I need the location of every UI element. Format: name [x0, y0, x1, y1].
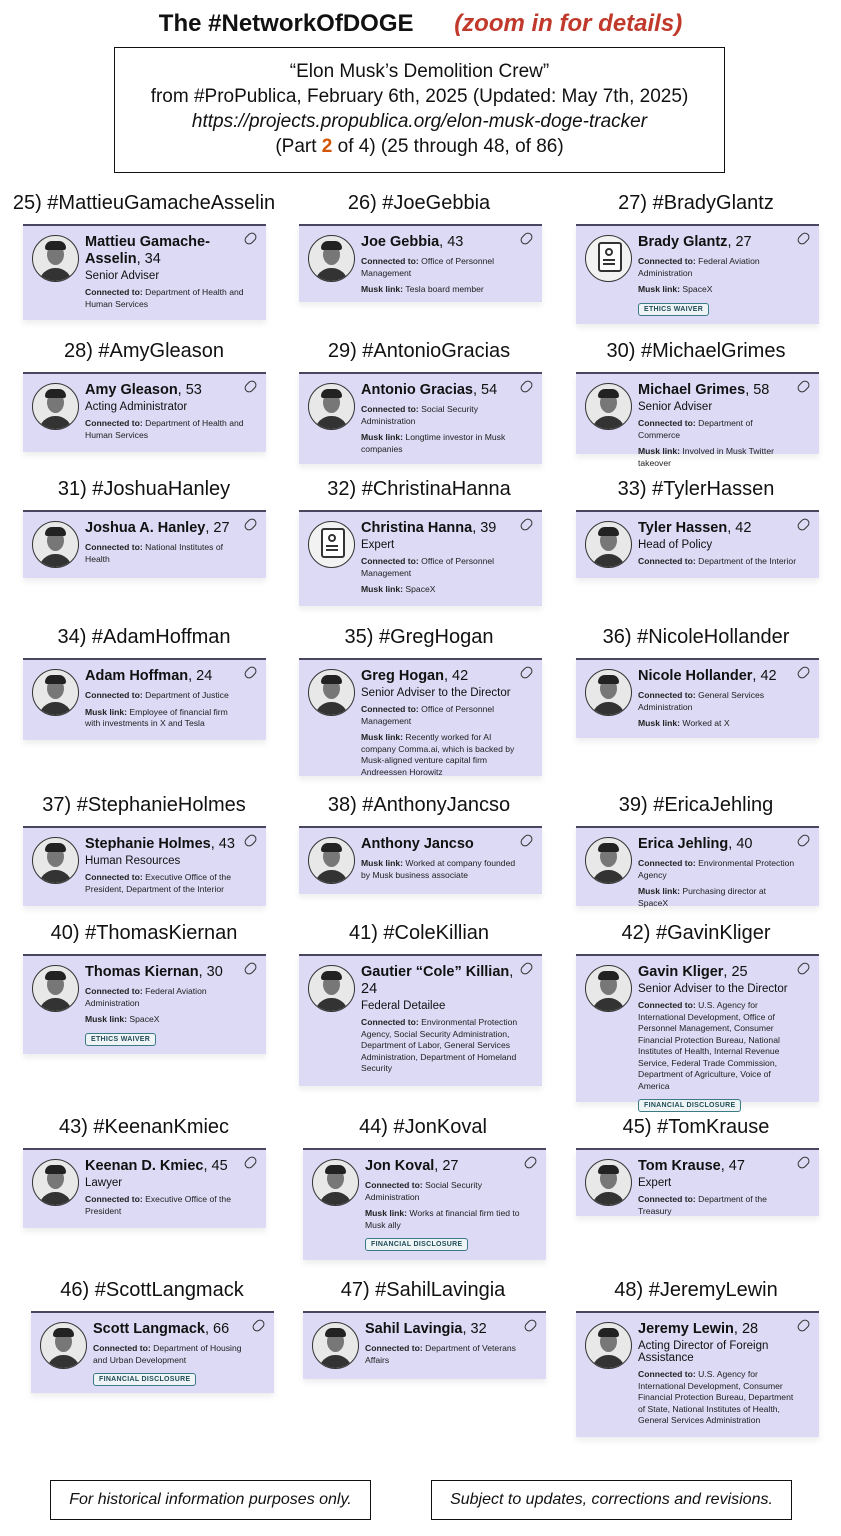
avatar — [308, 837, 355, 884]
connected-to: Connected to: Department of Health and Human Services — [85, 418, 244, 440]
part-suffix: of 4) (25 through 48, of 86) — [332, 136, 564, 157]
person-name: Amy Gleason, 53 — [85, 382, 202, 398]
person-name: Joe Gebbia, 43 — [361, 234, 464, 250]
link-icon[interactable] — [519, 379, 535, 395]
source-url[interactable]: https://projects.propublica.org/elon-musk-doge-tracker — [191, 111, 648, 132]
link-icon[interactable] — [796, 231, 812, 247]
person-card[interactable] — [31, 1311, 274, 1393]
person-card[interactable] — [23, 826, 266, 906]
disclosure-badge[interactable]: ETHICS WAIVER — [85, 1033, 156, 1046]
musk-link: Musk link: Recently worked for AI company Comma.ai, which is backed by Musk-aligned venture capital firm Andreessen Horowitz — [361, 732, 515, 777]
musk-link: Musk link: Purchasing director at SpaceX — [638, 886, 767, 908]
connected-to: Connected to: Environmental Protection Agency, Social Security Administration, Department of Labor, General Services Administration, Department of Homeland Security — [361, 1017, 518, 1073]
card-label: 45) #TomKrause — [622, 1116, 770, 1138]
connected-to: Connected to: Department of Housing and Urban Development — [93, 1343, 242, 1365]
person-card[interactable] — [576, 510, 819, 578]
avatar — [308, 383, 355, 430]
disclosure-badge[interactable]: ETHICS WAIVER — [638, 303, 709, 316]
person-card[interactable] — [299, 954, 542, 1086]
person-role: Acting Administrator — [85, 401, 188, 413]
avatar — [585, 669, 632, 716]
link-icon[interactable] — [243, 665, 259, 681]
source-box — [114, 47, 725, 173]
avatar — [32, 837, 79, 884]
footer-right: Subject to updates, corrections and revisions. — [431, 1480, 792, 1520]
person-name: Keenan D. Kmiec, 45 — [85, 1158, 228, 1174]
avatar — [585, 965, 632, 1012]
card-label: 36) #NicoleHollander — [602, 626, 790, 648]
card-label: 29) #AntonioGracias — [327, 340, 511, 362]
card-label: 37) #StephanieHolmes — [42, 794, 246, 816]
connected-to: Connected to: Environmental Protection Agency — [638, 858, 795, 880]
person-name: Antonio Gracias, 54 — [361, 382, 498, 398]
part-info — [115, 134, 724, 159]
person-name: Joshua A. Hanley, 27 — [85, 520, 230, 536]
musk-link: Musk link: Involved in Musk Twitter takeover — [638, 446, 774, 468]
link-icon[interactable] — [519, 833, 535, 849]
person-card[interactable] — [576, 658, 819, 738]
avatar — [32, 669, 79, 716]
connected-to: Connected to: Department of Veterans Affairs — [365, 1343, 516, 1365]
title-text: The #NetworkOfDOGE — [158, 10, 414, 37]
person-role: Acting Director of Foreign Assistance — [638, 1340, 769, 1364]
link-icon[interactable] — [523, 1155, 539, 1171]
person-name: Gavin Kliger, 25 — [638, 964, 748, 980]
connected-to: Connected to: Federal Aviation Administration — [85, 986, 207, 1008]
avatar — [32, 521, 79, 568]
link-icon[interactable] — [243, 379, 259, 395]
person-card[interactable] — [299, 224, 542, 302]
person-card[interactable] — [299, 826, 542, 894]
link-icon[interactable] — [796, 517, 812, 533]
connected-to: Connected to: Department of the Treasury — [638, 1194, 767, 1216]
person-name: Erica Jehling, 40 — [638, 836, 753, 852]
card-label: 47) #SahilLavingia — [340, 1279, 506, 1301]
person-name: Thomas Kiernan, 30 — [85, 964, 223, 980]
person-name: Jeremy Lewin, 28 — [638, 1321, 759, 1337]
card-label: 32) #ChristinaHanna — [327, 478, 511, 500]
person-name: Greg Hogan, 42 — [361, 668, 469, 684]
person-card[interactable] — [576, 1311, 819, 1437]
person-name: Mattieu Gamache-Asselin, 34 — [85, 234, 210, 267]
musk-link: Musk link: SpaceX — [85, 1014, 160, 1024]
link-icon[interactable] — [251, 1318, 267, 1334]
disclosure-badge[interactable]: FINANCIAL DISCLOSURE — [93, 1373, 196, 1386]
connected-to: Connected to: Social Security Administration — [361, 404, 478, 426]
part-number: 2 — [321, 136, 333, 157]
musk-link: Musk link: Worked at X — [638, 718, 730, 728]
avatar — [585, 1322, 632, 1369]
musk-link: Musk link: SpaceX — [638, 284, 713, 294]
avatar — [585, 837, 632, 884]
person-name: Jon Koval, 27 — [365, 1158, 459, 1174]
person-name: Nicole Hollander, 42 — [638, 668, 777, 684]
musk-link: Musk link: Works at financial firm tied to Musk ally — [365, 1208, 520, 1230]
person-card[interactable] — [299, 658, 542, 776]
connected-to: Connected to: U.S. Agency for International Development, Office of Personnel Management, Consumer Financial Protection Bureau, National Institutes of Health, Internal Revenue Service, Federal Trade Commission, Department of Agriculture, Voice of America — [638, 1000, 780, 1091]
card-label: 41) #ColeKillian — [348, 922, 490, 944]
avatar — [308, 235, 355, 282]
musk-link: Musk link: Employee of financial firm with investments in X and Tesla — [85, 706, 228, 728]
card-label: 43) #KeenanKmiec — [58, 1116, 230, 1138]
person-name: Anthony Jancso — [361, 836, 474, 852]
person-role: Senior Adviser to the Director — [638, 983, 788, 995]
musk-link: Musk link: SpaceX — [361, 584, 436, 594]
person-name: Adam Hoffman, 24 — [85, 668, 213, 684]
person-name: Brady Glantz, 27 — [638, 234, 752, 250]
person-role: Expert — [638, 1177, 672, 1189]
connected-to: Connected to: Executive Office of the President — [85, 1194, 231, 1216]
musk-link: Musk link: Longtime investor in Musk companies — [361, 432, 506, 454]
musk-link: Musk link: Tesla board member — [361, 284, 484, 294]
musk-link: Musk link: Worked at company founded by Musk business associate — [361, 858, 516, 880]
avatar — [308, 965, 355, 1012]
link-icon[interactable] — [243, 961, 259, 977]
card-label: 31) #JoshuaHanley — [57, 478, 231, 500]
person-card[interactable] — [299, 510, 542, 606]
avatar — [32, 1159, 79, 1206]
connected-to: Connected to: Office of Personnel Management — [361, 704, 495, 726]
card-label: 28) #AmyGleason — [63, 340, 225, 362]
zoom-note: (zoom in for details) — [454, 10, 683, 37]
person-role: Expert — [361, 539, 395, 551]
part-prefix: (Part — [275, 136, 322, 157]
connected-to: Connected to: Social Security Administration — [365, 1180, 482, 1202]
link-icon[interactable] — [796, 961, 812, 977]
card-label: 33) #TylerHassen — [617, 478, 775, 500]
person-card[interactable] — [303, 1311, 546, 1379]
card-label: 40) #ThomasKiernan — [50, 922, 238, 944]
avatar — [40, 1322, 87, 1369]
avatar — [312, 1159, 359, 1206]
footer-left: For historical information purposes only. — [50, 1480, 371, 1520]
card-label: 30) #MichaelGrimes — [606, 340, 786, 362]
person-name: Michael Grimes, 58 — [638, 382, 770, 398]
card-label: 44) #JonKoval — [359, 1116, 487, 1138]
connected-to: Connected to: Department of Commerce — [638, 418, 753, 440]
card-label: 39) #EricaJehling — [618, 794, 774, 816]
connected-to: Connected to: U.S. Agency for International Development, Consumer Financial Protection Bureau, Department of State, National Institutes of Health, General Services Administration — [638, 1369, 794, 1425]
person-role: Federal Detailee — [361, 1000, 446, 1012]
person-role: Lawyer — [85, 1177, 123, 1189]
person-card[interactable] — [23, 372, 266, 452]
person-card[interactable] — [23, 954, 266, 1054]
avatar — [585, 1159, 632, 1206]
connected-to: Connected to: Federal Aviation Administration — [638, 256, 760, 278]
avatar — [585, 521, 632, 568]
person-name: Sahil Lavingia, 32 — [365, 1321, 487, 1337]
link-icon[interactable] — [519, 961, 535, 977]
link-icon[interactable] — [243, 517, 259, 533]
person-card[interactable] — [23, 510, 266, 578]
person-role: Senior Adviser to the Director — [361, 687, 511, 699]
card-label: 34) #AdamHoffman — [57, 626, 231, 648]
person-name: Gautier “Cole” Killian, 24 — [361, 964, 514, 997]
person-card[interactable] — [23, 658, 266, 740]
person-name: Tyler Hassen, 42 — [638, 520, 752, 536]
link-icon[interactable] — [523, 1318, 539, 1334]
source-date: from #ProPublica, February 6th, 2025 (Updated: May 7th, 2025) — [150, 86, 689, 107]
source-title: “Elon Musk’s Demolition Crew” — [289, 61, 550, 82]
card-label: 25) #MattieuGamacheAsselin — [12, 192, 276, 214]
person-name: Christina Hanna, 39 — [361, 520, 497, 536]
person-role: Human Resources — [85, 855, 181, 867]
card-label: 42) #GavinKliger — [621, 922, 771, 944]
card-label: 38) #AnthonyJancso — [327, 794, 511, 816]
person-name: Stephanie Holmes, 43 — [85, 836, 235, 852]
disclosure-badge[interactable]: FINANCIAL DISCLOSURE — [638, 1099, 741, 1112]
person-card[interactable] — [303, 1148, 546, 1260]
person-role: Senior Adviser — [638, 401, 713, 413]
connected-to: Connected to: Executive Office of the President, Department of the Interior — [85, 872, 231, 894]
link-icon[interactable] — [796, 1318, 812, 1334]
person-role: Head of Policy — [638, 539, 713, 551]
link-icon[interactable] — [243, 1155, 259, 1171]
connected-to: Connected to: National Institutes of Health — [85, 542, 224, 564]
person-card[interactable] — [576, 372, 819, 468]
person-card[interactable] — [576, 826, 819, 906]
connected-to: Connected to: Department of the Interior — [638, 556, 797, 566]
person-card[interactable] — [576, 224, 819, 324]
connected-to: Connected to: Department of Health and Human Services — [85, 287, 244, 309]
card-label: 26) #JoeGebbia — [347, 192, 491, 214]
avatar — [312, 1322, 359, 1369]
card-label: 48) #JeremyLewin — [614, 1279, 778, 1301]
card-label: 46) #ScottLangmack — [60, 1279, 244, 1301]
id-badge-icon — [308, 521, 355, 568]
person-name: Scott Langmack, 66 — [93, 1321, 230, 1337]
avatar — [32, 965, 79, 1012]
disclosure-badge[interactable]: FINANCIAL DISCLOSURE — [365, 1238, 468, 1251]
link-icon[interactable] — [796, 665, 812, 681]
person-card[interactable] — [576, 1148, 819, 1216]
connected-to: Connected to: Office of Personnel Management — [361, 556, 495, 578]
person-role: Senior Adviser — [85, 270, 160, 282]
connected-to: Connected to: Office of Personnel Management — [361, 256, 495, 278]
person-card[interactable] — [23, 1148, 266, 1228]
link-icon[interactable] — [519, 517, 535, 533]
avatar — [32, 383, 79, 430]
avatar — [585, 383, 632, 430]
avatar — [308, 669, 355, 716]
connected-to: Connected to: Department of Justice — [85, 690, 229, 700]
card-label: 27) #BradyGlantz — [618, 192, 774, 214]
link-icon[interactable] — [243, 833, 259, 849]
person-name: Tom Krause, 47 — [638, 1158, 745, 1174]
link-icon[interactable] — [519, 665, 535, 681]
link-icon[interactable] — [796, 379, 812, 395]
card-label: 35) #GregHogan — [344, 626, 494, 648]
page-title — [0, 10, 841, 38]
link-icon[interactable] — [796, 833, 812, 849]
id-badge-icon — [585, 235, 632, 282]
person-card[interactable] — [23, 224, 266, 320]
link-icon[interactable] — [519, 231, 535, 247]
link-icon[interactable] — [243, 231, 259, 247]
link-icon[interactable] — [796, 1155, 812, 1171]
avatar — [32, 235, 79, 282]
person-card[interactable] — [299, 372, 542, 464]
connected-to: Connected to: General Services Administration — [638, 690, 765, 712]
person-card[interactable] — [576, 954, 819, 1109]
